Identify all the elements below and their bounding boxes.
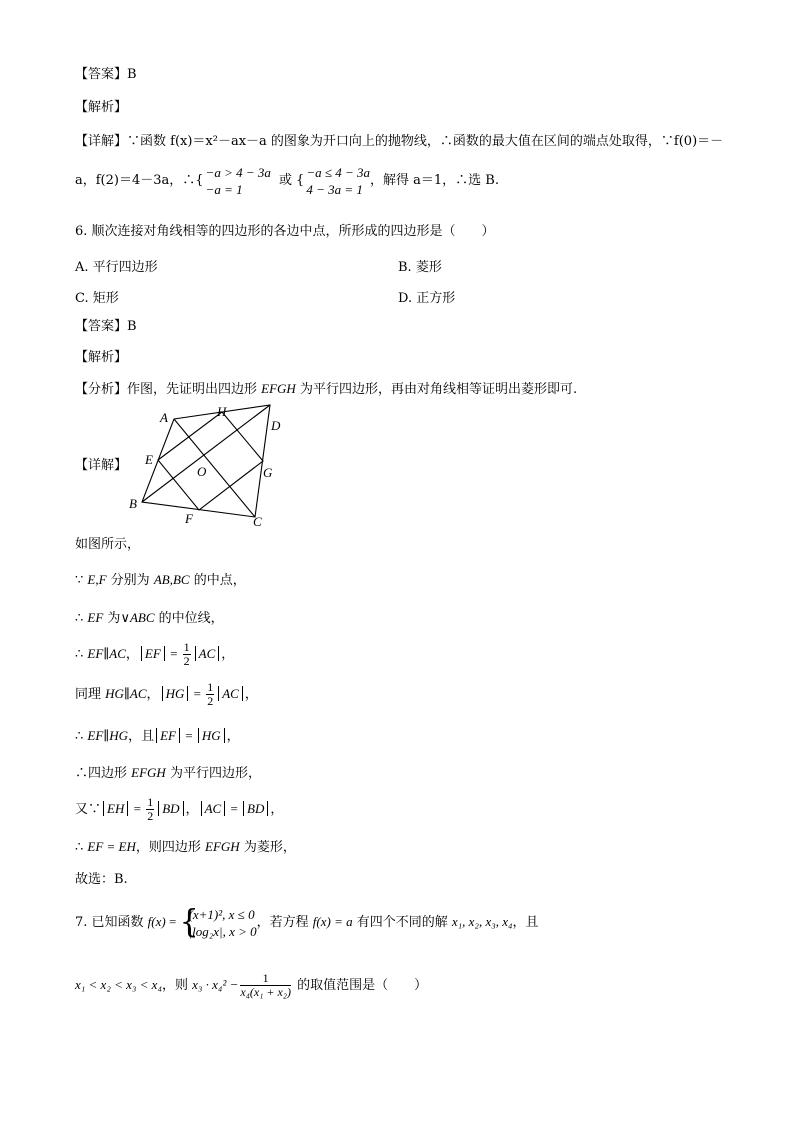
q7-frac-num: 1: [240, 972, 291, 986]
q7-fx: f(x): [147, 914, 166, 929]
label-o: O: [197, 464, 207, 479]
s2-c: 的中点，: [189, 573, 246, 588]
s8-abs-bd2: BD: [243, 801, 268, 816]
s5-abs-hg: HG: [162, 686, 189, 701]
label-d: D: [271, 418, 281, 433]
s8-c: ，: [270, 802, 284, 817]
s4-c: ，: [221, 647, 235, 662]
q6-answer: 【答案】B: [75, 319, 137, 334]
q6-step6: [75, 727, 240, 746]
s3-ef: EF: [87, 610, 104, 625]
q5-system2-row2: 4 − 3a = 1: [306, 181, 363, 197]
q5-system2: [304, 164, 370, 198]
q5-system2-row1: −a ≤ 4 − 3a: [306, 164, 370, 180]
s6-b: ，且: [128, 729, 155, 744]
s9-a: ∴: [75, 840, 88, 855]
s6-abs-hg: HG: [198, 728, 225, 743]
q6-step5: [75, 679, 258, 710]
q7-l1-b: ，若方程: [256, 915, 313, 930]
s2-a: ∵: [75, 573, 88, 588]
q7-ineq: x₁ < x₂ < x₃ < x₄: [75, 977, 162, 992]
q6-step3: [75, 609, 224, 628]
s5-half: [206, 681, 214, 708]
q7-xs: x₁, x₂, x₃, x₄: [451, 914, 513, 929]
s4-half: [183, 641, 191, 668]
q6-fenxi: [75, 380, 577, 399]
s5-hg-ac: HG∥AC: [105, 686, 147, 701]
s5-eq: =: [190, 686, 205, 701]
q7-expr: x₃ · x₄² −: [192, 977, 239, 992]
s6-eq: =: [181, 728, 196, 743]
q6-detail-label: 【详解】: [75, 458, 128, 473]
q6-question: 6. 顺次连接对角线相等的四边形的各边中点，所形成的四边形是（ ）: [75, 224, 495, 239]
s6-c: ，: [226, 729, 240, 744]
q5-detail-line2: a，f(2)＝4－3a，∴{ −a > 4 − 3a −a = 1 或 { −a ≤ 4 − 3a 4 − 3a = 1 ，解得 a＝1，∴选 B.: [75, 164, 499, 197]
s5-half-den: 2: [207, 694, 214, 708]
q7-l1-c: 有四个不同的解: [352, 915, 452, 930]
q5-detail-line1: 【详解】∵函数 f(x)＝x²－ax－a 的图象为开口向上的抛物线，∴函数的最大值在区间的端点处取得，∵f(0)＝－: [75, 134, 724, 149]
q7-l1-d: ，且: [512, 915, 539, 930]
q7-frac-den: x₄(x₁ + x₂): [240, 985, 291, 999]
quad-efgh: [158, 412, 263, 510]
label-f: F: [185, 511, 193, 526]
q7-piecewise: { (x+1)², x ≤ 0 |log₂x|, x > 0: [179, 903, 257, 941]
label-a: A: [160, 410, 168, 425]
q5-answer: 【答案】B: [75, 67, 137, 82]
quadrilateral-figure: [120, 402, 290, 530]
q7-eq-a: f(x) = a: [312, 914, 353, 929]
s6-ef-hg: EF∥HG: [87, 728, 129, 743]
q5-detail-line2-a: a，f(2)＝4－3a，∴{: [75, 173, 204, 188]
q6-option-d: D. 正方形: [398, 291, 456, 306]
q6-step8: [75, 794, 283, 825]
q6-step2: [75, 571, 246, 590]
s5-abs-ac: AC: [218, 686, 243, 701]
s8-half: [146, 796, 154, 823]
q5-or: 或: [279, 173, 293, 188]
s3-c: 的中位线，: [154, 611, 224, 626]
s4-half-num: 1: [183, 640, 190, 654]
q5-system1: [204, 164, 271, 198]
label-h: H: [217, 404, 227, 419]
s2-b: 分别为: [106, 573, 154, 588]
q6-fenxi-a: 【分析】作图，先证明出四边形: [75, 382, 262, 397]
s5-a: 同理: [75, 687, 106, 702]
s4-abs-ac: AC: [195, 646, 220, 661]
s9-ef-eh: EF = EH: [87, 839, 136, 854]
s2-ef: E,F: [87, 572, 107, 587]
s3-b: 为: [103, 611, 121, 626]
q5-system1-row2: −a = 1: [205, 181, 243, 197]
q6-step9: [75, 838, 296, 857]
s9-efgh: EFGH: [205, 839, 240, 854]
s8-eq2: =: [227, 801, 242, 816]
q7-case1: (x+1)², x ≤ 0: [188, 906, 255, 922]
s8-abs-ac: AC: [201, 801, 226, 816]
s3-abc: ∨ABC: [120, 610, 155, 625]
s5-b: ，: [146, 687, 160, 702]
q7-line1: [75, 903, 539, 942]
q6-step4: [75, 639, 234, 670]
label-c: C: [253, 514, 262, 529]
s8-abs-eh: EH: [103, 801, 128, 816]
q6-step1: 如图所示，: [75, 537, 141, 552]
q6-fenxi-efgh: EFGH: [261, 381, 296, 396]
q7-l2-b: 的取值范围是（ ）: [292, 978, 428, 993]
s9-b: ，则四边形: [135, 840, 206, 855]
q7-line2: [75, 968, 427, 1003]
q5-analysis: 【解析】: [75, 100, 128, 115]
s3-a: ∴: [75, 611, 88, 626]
s4-half-den: 2: [183, 654, 190, 668]
s7-b: 为平行四边形，: [165, 766, 261, 781]
q5-system1-row1: −a > 4 − 3a: [205, 164, 271, 180]
s6-abs-ef: EF: [156, 728, 180, 743]
label-e: E: [145, 452, 153, 467]
s9-c: 为菱形，: [239, 840, 296, 855]
q6-step7: [75, 764, 261, 783]
q6-fenxi-b: 为平行四边形，再由对角线相等证明出菱形即可.: [295, 382, 578, 397]
s4-abs-ef: EF: [141, 646, 165, 661]
q6-option-b: B. 菱形: [398, 260, 442, 275]
s4-b: ，: [125, 647, 139, 662]
label-g: G: [263, 465, 273, 480]
q7-l2-a: ，则: [161, 978, 193, 993]
s2-ab-bc: AB,BC: [153, 572, 190, 587]
label-b: B: [129, 496, 137, 511]
s8-abs-bd: BD: [158, 801, 183, 816]
q7-case2: |log₂x|, x > 0: [188, 923, 257, 939]
s8-a: 又∵: [75, 802, 102, 817]
q6-conclusion: 故选：B.: [75, 872, 128, 887]
q7-eq: =: [165, 914, 180, 929]
s4-a: ∴: [75, 647, 88, 662]
s8-half-den: 2: [147, 809, 154, 823]
s8-half-num: 1: [147, 795, 154, 809]
s5-half-num: 1: [207, 680, 214, 694]
q6-option-c: C. 矩形: [75, 291, 119, 306]
s8-eq: =: [130, 801, 145, 816]
s7-a: ∴四边形: [75, 766, 132, 781]
s8-b: ，: [185, 802, 199, 817]
s6-a: ∴: [75, 729, 88, 744]
q7-fraction: [240, 972, 291, 999]
q6-option-a: A. 平行四边形: [75, 260, 158, 275]
q5-detail-line2-b: ，解得 a＝1，∴选 B.: [370, 173, 499, 188]
q6-analysis: 【解析】: [75, 350, 128, 365]
q7-l1-a: 7. 已知函数: [75, 915, 148, 930]
s4-ef-ac: EF∥AC: [87, 646, 126, 661]
s7-efgh: EFGH: [131, 765, 166, 780]
s4-eq: =: [166, 646, 181, 661]
s5-c: ，: [244, 687, 258, 702]
